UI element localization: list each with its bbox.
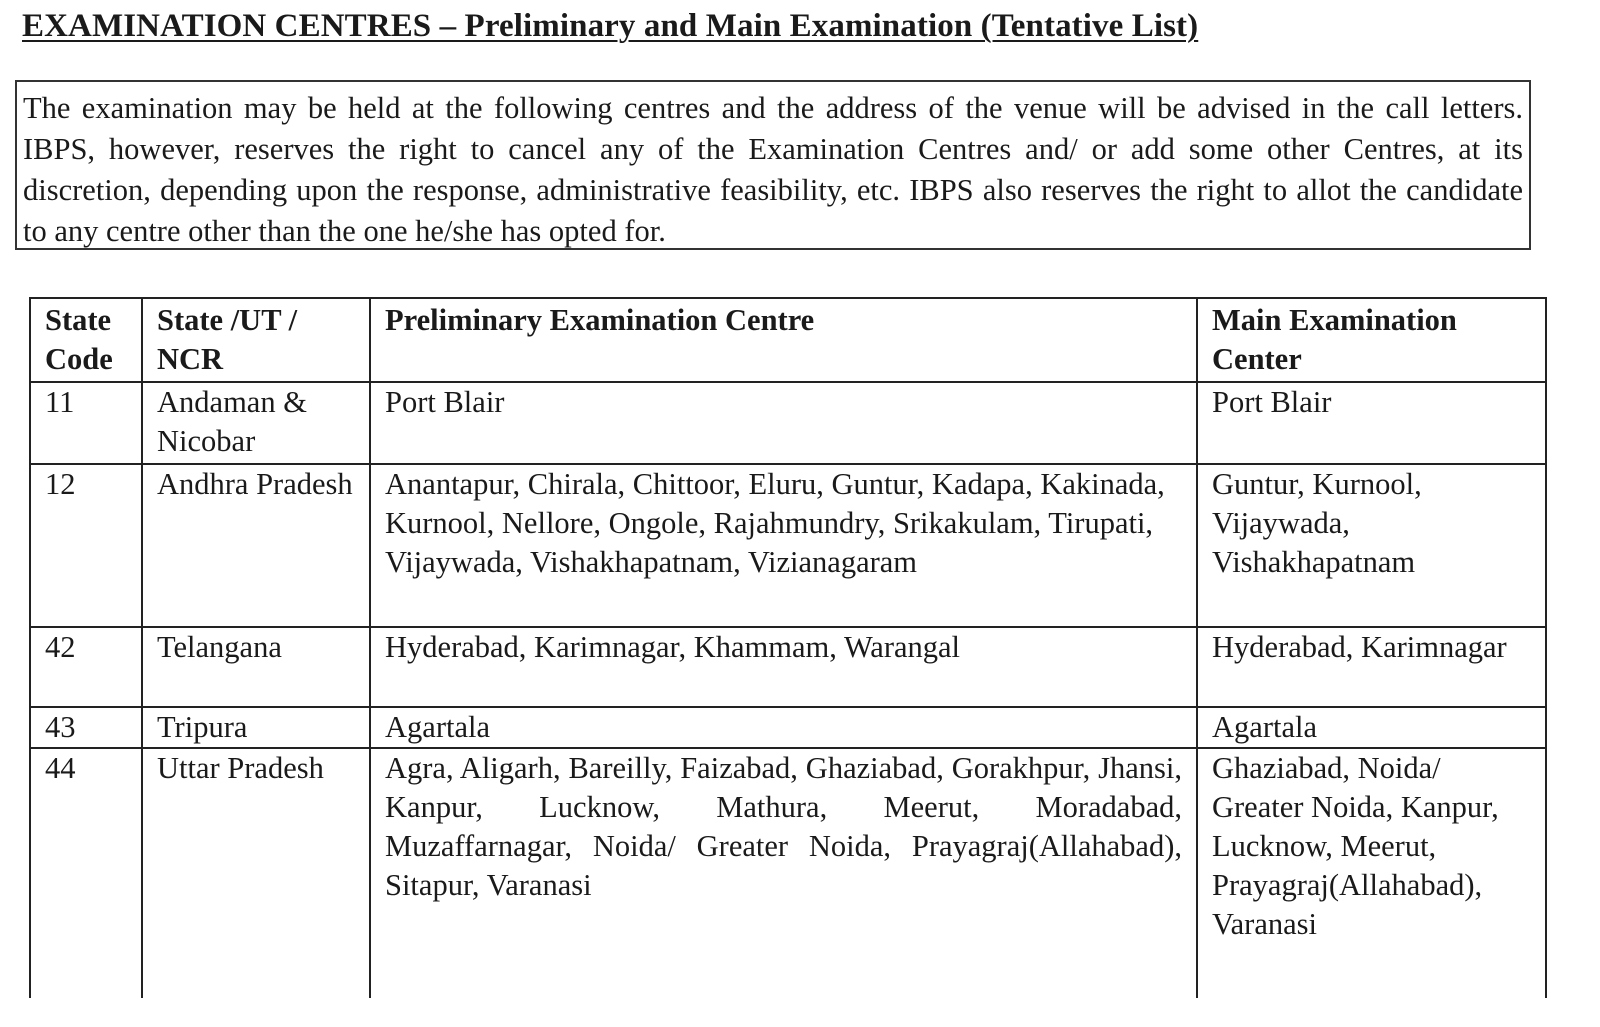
preliminary-centres-cell: Agra, Aligarh, Bareilly, Faizabad, Ghaziabad, Gorakhpur, Jhansi, Kanpur, Lucknow, Mathura, Meerut, Moradabad, Muzaffarnagar, Noida/ Greater Noida, Prayagraj(Allahabad), Sitapur, Varanasi (370, 748, 1197, 998)
exam-centres-table (29, 297, 1547, 998)
main-centres-cell: Guntur, Kurnool, Vijaywada, Vishakhapatnam (1197, 464, 1546, 627)
state-name-cell: Andhra Pradesh (142, 464, 370, 627)
header-state-ut-ncr: State /UT / NCR (142, 298, 370, 382)
main-centres-cell: Hyderabad, Karimnagar (1197, 627, 1546, 707)
main-centres-cell: Ghaziabad, Noida/ Greater Noida, Kanpur, Lucknow, Meerut, Prayagraj(Allahabad), Varanasi (1197, 748, 1546, 998)
preliminary-centres-cell: Anantapur, Chirala, Chittoor, Eluru, Guntur, Kadapa, Kakinada, Kurnool, Nellore, Ongole, Rajahmundry, Srikakulam, Tirupati, Vijaywada, Vishakhapatnam, Vizianagaram (370, 464, 1197, 627)
preliminary-centres-cell: Port Blair (370, 382, 1197, 464)
state-code-cell: 11 (30, 382, 142, 464)
preliminary-centres-cell: Hyderabad, Karimnagar, Khammam, Warangal (370, 627, 1197, 707)
table-row (30, 627, 1546, 707)
state-code-cell: 12 (30, 464, 142, 627)
notice-box (15, 80, 1531, 250)
header-main-centre: Main Examination Center (1197, 298, 1546, 382)
table-row (30, 382, 1546, 464)
state-name-cell: Tripura (142, 707, 370, 748)
header-state-code: State Code (30, 298, 142, 382)
main-centres-cell: Port Blair (1197, 382, 1546, 464)
header-preliminary-centre: Preliminary Examination Centre (370, 298, 1197, 382)
state-code-cell: 42 (30, 627, 142, 707)
notice-text: The examination may be held at the following centres and the address of the venue will be advised in the call letters. IBPS, however, reserves the right to cancel any of the Examination Centres and/ or add some other Centres, at its discretion, depending upon the response, administrative feasibility, etc. IBPS also reserves the right to allot the candidate to any centre other than the one he/she has opted for. (23, 91, 1523, 248)
table-header-row (30, 298, 1546, 382)
state-code-cell: 43 (30, 707, 142, 748)
table-row (30, 707, 1546, 748)
page-title: EXAMINATION CENTRES – Preliminary and Main Examination (Tentative List) (22, 8, 1199, 44)
table-row (30, 464, 1546, 627)
state-name-cell: Uttar Pradesh (142, 748, 370, 998)
table-row (30, 748, 1546, 998)
state-name-cell: Telangana (142, 627, 370, 707)
main-centres-cell: Agartala (1197, 707, 1546, 748)
preliminary-centres-cell: Agartala (370, 707, 1197, 748)
state-code-cell: 44 (30, 748, 142, 998)
state-name-cell: Andaman & Nicobar (142, 382, 370, 464)
